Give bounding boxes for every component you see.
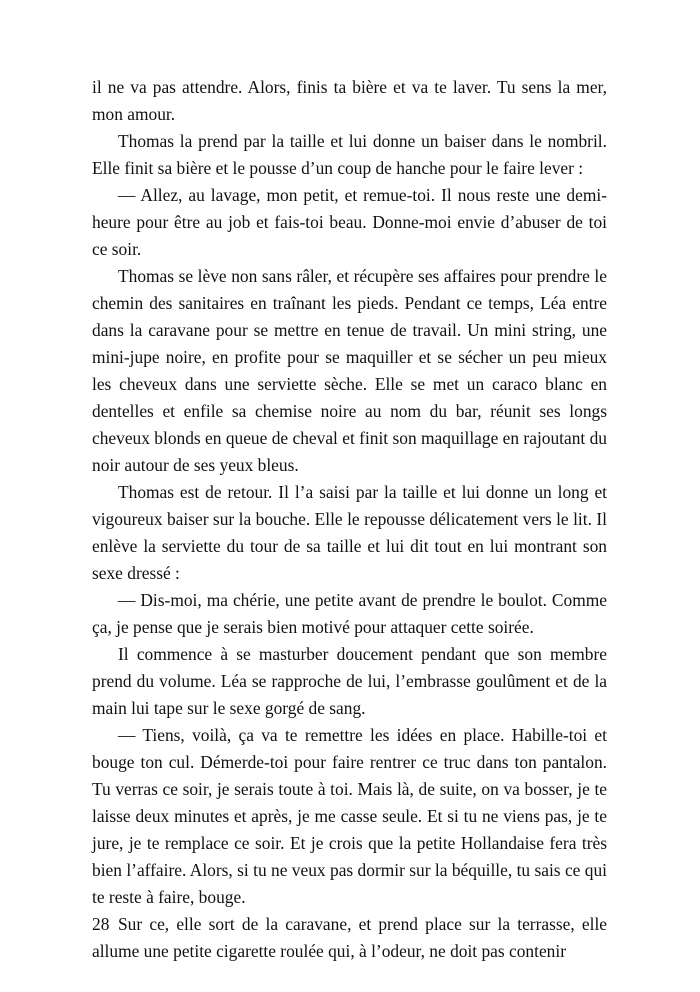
paragraph-4: Thomas se lève non sans râler, et récupère ses affaires pour prendre le chemin des sanitaires en traînant les pieds. Pendant ce temps, Léa entre dans la caravane pour se mettre en tenue de travail. Un mini string, une mini-jupe noire, en profite pour se maquiller et se sécher un peu mieux les cheveux dans une serviette sèche. Elle se met un caraco blanc en dentelles et enfile sa chemise noire au nom du bar, réunit ses longs cheveux blonds en queue de cheval et finit son maquillage en rajoutant du noir autour de ses yeux bleus.: [92, 266, 607, 475]
page-body: [92, 74, 607, 965]
paragraph-1: il ne va pas attendre. Alors, finis ta bière et va te laver. Tu sens la mer, mon amour.: [92, 77, 607, 124]
paragraph-3: — Allez, au lavage, mon petit, et remue-toi. Il nous reste une demi-heure pour être au job et fais-toi beau. Donne-moi envie d’abuser de toi ce soir.: [92, 185, 607, 259]
paragraph-6: — Dis-moi, ma chérie, une petite avant de prendre le boulot. Comme ça, je pense que je serais bien motivé pour attaquer cette soirée.: [92, 590, 607, 637]
paragraph-7: Il commence à se masturber doucement pendant que son membre prend du volume. Léa se rapproche de lui, l’embrasse goulûment et de la main lui tape sur le sexe gorgé de sang.: [92, 644, 607, 718]
paragraph-9: Sur ce, elle sort de la caravane, et prend place sur la terrasse, elle allume une petite cigarette roulée qui, à l’odeur, ne doit pas contenir: [92, 914, 607, 961]
paragraph-5: Thomas est de retour. Il l’a saisi par la taille et lui donne un long et vigoureux baiser sur la bouche. Elle le repousse délicatement vers le lit. Il enlève la serviette du tour de sa taille et lui dit tout en lui montrant son sexe dressé :: [92, 482, 607, 583]
paragraph-2: Thomas la prend par la taille et lui donne un baiser dans le nombril. Elle finit sa bière et le pousse d’un coup de hanche pour le faire lever :: [92, 131, 607, 178]
page-number: 28: [92, 914, 110, 934]
paragraph-8: — Tiens, voilà, ça va te remettre les idées en place. Habille-toi et bouge ton cul. Démerde-toi pour faire rentrer ce truc dans ton pantalon. Tu verras ce soir, je serais toute à toi. Mais là, de suite, on va bosser, je te laisse deux minutes et après, je me casse seule. Et si tu ne viens pas, je te jure, je te remplace ce soir. Et je crois que la petite Hollandaise fera très bien l’affaire. Alors, si tu ne veux pas dormir sur la béquille, tu sais ce qui te reste à faire, bouge.: [92, 725, 607, 907]
